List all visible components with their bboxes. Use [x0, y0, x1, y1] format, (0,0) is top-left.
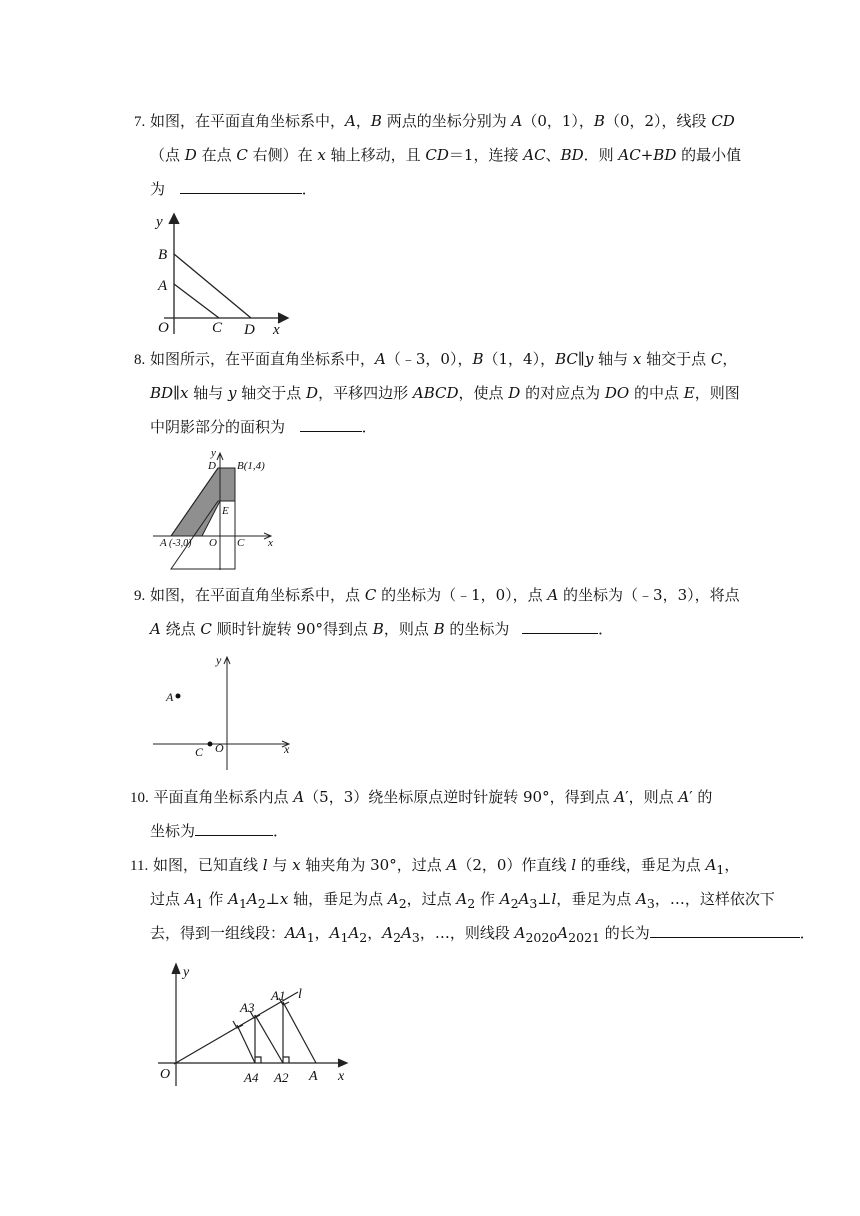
question-11-line-3: 去，得到一组线段：$AA_1$，$A_1A_2$，$A_2A_3$，…，则线段 $A_{2020}A_{2021}$ 的长为 ． [150, 924, 815, 945]
question-11-line-2: 过点 $A_1$ 作 $A_1A_2\perp x$ 轴，垂足为点 $A_2$，过点 $A_2$ 作 $A_2A_3\perp l$，垂足为点 $A_3$，…，这样依次下 [150, 890, 775, 911]
point-a-marker [176, 694, 181, 699]
question-8-figure [150, 448, 280, 572]
x-axis-label: x [338, 1069, 345, 1084]
point-a3-label: A3 [240, 1000, 255, 1015]
point-a-label: A [158, 278, 168, 294]
x-axis-label: x [268, 537, 273, 549]
answer-blank[interactable] [300, 416, 362, 432]
y-axis-label: y [156, 214, 163, 230]
x-axis-label: x [284, 742, 290, 756]
question-10-text-1: 平面直角坐标系内点 A（5，3）绕坐标原点逆时针旋转 90°，得到点 A′，则点 A′ 的 [153, 788, 713, 806]
point-b-label: B [158, 247, 168, 263]
answer-blank[interactable] [650, 922, 800, 938]
origin-label: O [160, 1067, 171, 1082]
point-a2-label: A2 [274, 1070, 289, 1085]
question-8-line-1: 8. 如图所示，在平面直角坐标系中，A（﹣3，0），B（1，4），BC∥y 轴与 x 轴交于点 C， [134, 350, 738, 368]
origin-label: O [209, 537, 217, 549]
answer-blank[interactable] [195, 820, 273, 836]
point-b-label: B(1,4) [237, 460, 265, 472]
question-9-text-1: 如图，在平面直角坐标系中，点 C 的坐标为（﹣1，0），点 A 的坐标为（﹣3，3），将点 [150, 586, 740, 604]
question-7-line-2: （点 D 在点 C 右侧）在 x 轴上移动，且 CD＝1，连接 AC、BD．则 AC+BD 的最小值 [150, 146, 742, 164]
question-8-line-2: BD∥x 轴与 y 轴交于点 D，平移四边形 ABCD，使点 D 的对应点为 DO 的中点 E，则图 [150, 384, 740, 402]
y-axis-label: y [183, 965, 190, 980]
question-9-line-2: A 绕点 C 顺时针旋转 90°得到点 B，则点 B 的坐标为 ． [150, 620, 614, 638]
line-l-label: l [298, 987, 302, 1002]
point-c-label: C [212, 320, 223, 336]
point-c-label: C [195, 745, 204, 759]
question-7-figure [140, 206, 300, 340]
y-axis-label: y [216, 653, 222, 667]
question-9-line-1: 9. 如图，在平面直角坐标系中，点 C 的坐标为（﹣1，0），点 A 的坐标为（﹣3，3），将点 [134, 586, 740, 604]
question-7-line-1: 7. 如图，在平面直角坐标系中，A，B 两点的坐标分别为 A（0，1），B（0，2），线段 CD [134, 112, 735, 130]
point-a-label: A [166, 690, 174, 704]
origin-label: O [158, 320, 169, 336]
question-7-text-1: 如图，在平面直角坐标系中，A，B 两点的坐标分别为 A（0，1），B（0，2），线段 CD [150, 112, 735, 130]
point-d-label: D [208, 460, 216, 472]
question-11-line-1: 11. 如图，已知直线 l 与 x 轴夹角为 30°，过点 A（2，0）作直线 l 的垂线，垂足为点 $A_1$， [130, 856, 740, 877]
question-10-line-2: 坐标为 ． [150, 822, 289, 840]
question-7-line-3: 为 ． [150, 180, 317, 198]
answer-blank[interactable] [180, 178, 302, 194]
question-8-line-3: 中阴影部分的面积为 ． [150, 418, 377, 436]
question-11-text-1: 如图，已知直线 l 与 x 轴夹角为 30°，过点 A（2，0）作直线 l 的垂线，垂足为点 $A_1$， [152, 856, 740, 877]
y-axis-label: y [211, 447, 216, 459]
origin-label: O [215, 741, 224, 755]
point-a4-label: A4 [244, 1070, 259, 1085]
point-c-label: C [237, 537, 245, 549]
point-a-label: A [160, 537, 167, 549]
point-a-label: A [309, 1069, 318, 1084]
point-e-label: E [222, 505, 229, 517]
point-c-marker [208, 742, 213, 747]
point-a1-label: A1 [271, 988, 286, 1003]
question-9-figure [150, 652, 300, 772]
question-8-text-1: 如图所示，在平面直角坐标系中，A（﹣3，0），B（1，4），BC∥y 轴与 x 轴交于点 C， [150, 350, 738, 368]
x-axis-label: x [273, 322, 280, 338]
point-d-label: D [244, 322, 255, 338]
point-a-coordinate: (-3,0) [169, 538, 192, 549]
answer-blank[interactable] [522, 618, 598, 634]
question-11-figure [150, 958, 360, 1090]
question-10-line-1: 10. 平面直角坐标系内点 A（5，3）绕坐标原点逆时针旋转 90°，得到点 A′，则点 A′ 的 [130, 788, 713, 806]
